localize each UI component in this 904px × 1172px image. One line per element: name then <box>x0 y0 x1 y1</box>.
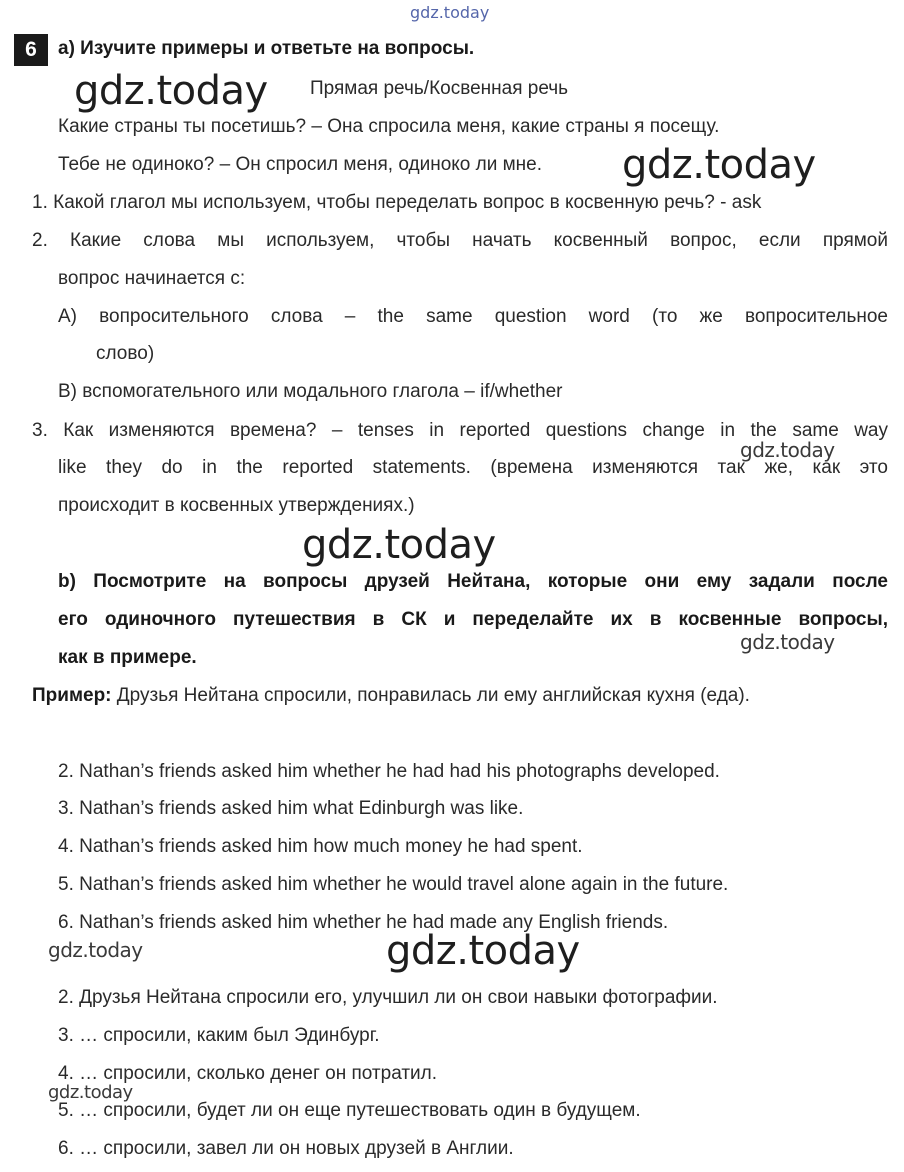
watermark-2: gdz.today <box>622 142 816 188</box>
question-3-line-1: 3. Как изменяются времена? – tenses in reported questions change in the same way <box>32 420 888 441</box>
question-1: 1. Какой глагол мы используем, чтобы переделать вопрос в косвенную речь? - ask <box>32 192 762 213</box>
answer-en-5: 5. Nathan’s friends asked him whether he would travel alone again in the future. <box>58 874 729 895</box>
question-2-option-b: B) вспомогательного или модального глагола – if/whether <box>58 381 563 402</box>
example-label: Пример: <box>32 685 112 706</box>
answer-en-4: 4. Nathan’s friends asked him how much money he had spent. <box>58 836 583 857</box>
watermark-1: gdz.today <box>74 68 268 114</box>
answer-en-3: 3. Nathan’s friends asked him what Edinburgh was like. <box>58 798 524 819</box>
part-b-heading-line-3: как в примере. <box>58 647 197 668</box>
answer-en-2: 2. Nathan’s friends asked him whether he had had his photographs developed. <box>58 761 720 782</box>
part-b-heading-line-1: b) Посмотрите на вопросы друзей Нейтана, которые они ему задали после <box>58 571 888 592</box>
example-1: Какие страны ты посетишь? – Она спросила меня, какие страны я посещу. <box>58 116 720 137</box>
question-3-line-2: like they do in the reported statements. (времена изменяются так же, как это <box>58 457 888 478</box>
answer-ru-3: 3. … спросили, каким был Эдинбург. <box>58 1025 380 1046</box>
watermark-8: gdz.today <box>48 1082 133 1103</box>
watermark-3: gdz.today <box>740 438 835 462</box>
part-a-subtitle: Прямая речь/Косвенная речь <box>310 78 569 99</box>
answer-ru-6: 6. … спросили, завел ли он новых друзей в Англии. <box>58 1138 514 1159</box>
watermark-top: gdz.today <box>410 3 490 22</box>
answer-ru-5: 5. … спросили, будет ли он еще путешествовать один в будущем. <box>58 1100 641 1121</box>
question-2-line-2: вопрос начинается с: <box>58 268 246 289</box>
part-b-heading-line-2: его одиночного путешествия в СК и переделайте их в косвенные вопросы, <box>58 609 888 630</box>
question-2-line-1: 2. Какие слова мы используем, чтобы начать косвенный вопрос, если прямой <box>32 230 888 251</box>
example-text: Друзья Нейтана спросили, понравилась ли ему английская кухня (еда). <box>111 685 750 706</box>
example-2: Тебе не одиноко? – Он спросил меня, одиноко ли мне. <box>58 154 543 175</box>
part-a-heading: a) Изучите примеры и ответьте на вопросы. <box>58 38 475 59</box>
answer-ru-2: 2. Друзья Нейтана спросили его, улучшил ли он свои навыки фотографии. <box>58 987 718 1008</box>
question-3-line-3: происходит в косвенных утверждениях.) <box>58 495 415 516</box>
answer-ru-4: 4. … спросили, сколько денег он потратил. <box>58 1063 438 1084</box>
answer-en-6: 6. Nathan’s friends asked him whether he had made any English friends. <box>58 912 669 933</box>
watermark-4: gdz.today <box>302 522 496 568</box>
question-2-option-a-line-1: A) вопросительного слова – the same question word (то же вопросительное <box>58 306 888 327</box>
example-sentence <box>32 685 750 707</box>
watermark-7: gdz.today <box>386 928 580 974</box>
question-2-option-a-line-2: слово) <box>96 343 155 364</box>
exercise-number-badge: 6 <box>14 34 48 66</box>
watermark-6: gdz.today <box>48 938 143 962</box>
watermark-5: gdz.today <box>740 630 835 654</box>
